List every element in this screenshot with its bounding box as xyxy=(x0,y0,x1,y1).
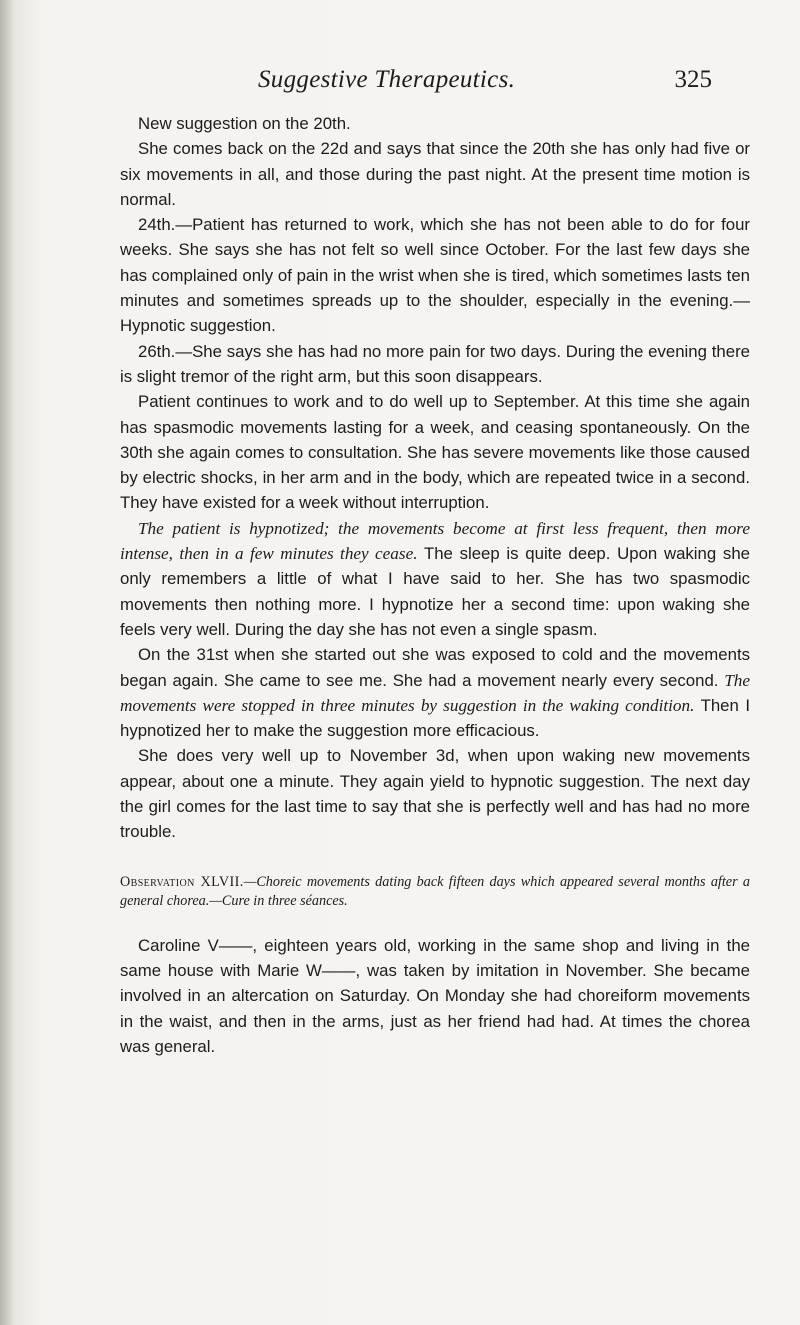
observation-label: Observation XLVII. xyxy=(120,873,244,890)
italic-passage: The movements were stopped in three minutes by suggestion in the waking condition. xyxy=(120,670,750,715)
observation-title: —Choreic movements dating back fifteen days which appeared several months after a general chorea.—Cure in three séances. xyxy=(120,873,751,909)
italic-passage: The patient is hypnotized; the movements become at first less frequent, then more intense, then in a few minutes they cease. xyxy=(120,518,750,564)
paragraph-text: Then I hypnotized her to make the suggestion more efficacious. xyxy=(120,695,750,741)
page-header xyxy=(120,66,750,106)
section-spacer xyxy=(120,911,750,933)
page-number: 325 xyxy=(674,66,712,93)
paragraph: 24th.—Patient has returned to work, which she has not been able to do for four weeks. She says she has not felt so well since October. For the last few days she has complained only of pain in the wrist when she is tired, which sometimes lasts ten minutes and sometimes spreads up to the shoulder, especially in the evening.—Hypnotic suggestion. xyxy=(120,215,750,336)
paragraph-text: The sleep is quite deep. Upon waking she only remembers a little of what I have said to her. She has two spasmodic movements then nothing more. I hypnotize her a second time: upon waking she feels very well. During the day she has not even a single spasm. xyxy=(120,544,750,639)
paragraph: She comes back on the 22d and says that since the 20th she has only had five or six movements in all, and those during the past night. At the present time motion is normal. xyxy=(120,139,750,209)
running-title: Suggestive Therapeutics. xyxy=(258,66,516,93)
paragraph-text: On the 31st when she started out she was exposed to cold and the movements began again. She came to see me. She had a movement nearly every second. xyxy=(120,645,750,690)
paragraph: She does very well up to November 3d, when upon waking new movements appear, about one a minute. They again yield to hypnotic suggestion. The next day the girl comes for the last time to say that she is perfectly well and has had no more trouble. xyxy=(120,746,750,842)
paragraph: Caroline V——, eighteen years old, working in the same shop and living in the same house with Marie W——, was taken by imitation in November. She became involved in an altercation on Saturday. On Monday she had choreiform movements in the waist, and then in the arms, just as her friend had had. At times the chorea was general. xyxy=(120,935,750,1056)
paragraph xyxy=(120,642,750,743)
paragraph xyxy=(120,516,750,642)
paragraph: New suggestion on the 20th. xyxy=(138,114,351,133)
body-text xyxy=(120,111,750,1059)
binding-shadow xyxy=(0,0,14,1325)
observation-heading xyxy=(120,873,750,911)
paragraph: Patient continues to work and to do well up to September. At this time she again has spasmodic movements lasting for a week, and ceasing spontaneously. On the 30th she again comes to consultation. She has severe movements like those caused by electric shocks, in her arm and in the body, which are repeated twice in a second. They have existed for a week without interruption. xyxy=(120,392,750,513)
paragraph: 26th.—She says she has had no more pain for two days. During the evening there is slight tremor of the right arm, but this soon disappears. xyxy=(120,341,750,386)
